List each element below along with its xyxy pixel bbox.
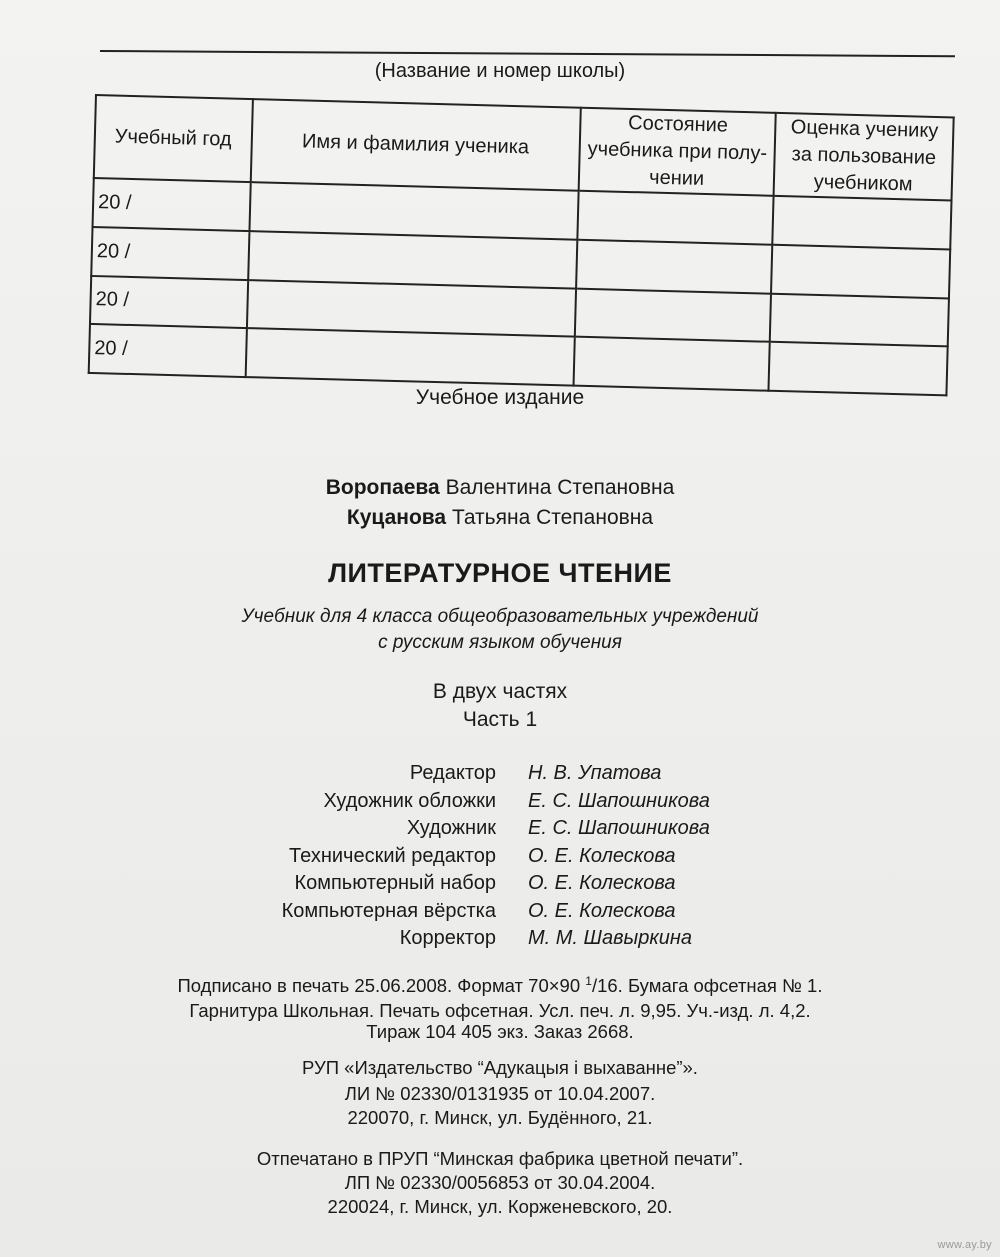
publisher-address: 220070, г. Минск, ул. Будённого, 21.: [347, 1107, 653, 1128]
credit-row: [0, 872, 1000, 900]
textbook-record-table: [88, 94, 955, 396]
condition-cell: [577, 191, 774, 245]
condition-cell: [576, 239, 773, 293]
credit-row: [0, 845, 1000, 873]
name-cell: [248, 231, 577, 288]
school-name-line: [100, 50, 955, 57]
name-cell: [247, 280, 576, 337]
part-number: Часть 1: [462, 708, 538, 731]
credit-role: Корректор: [399, 927, 496, 949]
signed-for-print: Подписано в печать 25.06.2008. Формат 70×90: [177, 975, 581, 996]
author-line: [0, 476, 1000, 500]
author-surname: Куцанова: [346, 506, 447, 529]
school-name-caption: (Название и номер школы): [374, 60, 626, 82]
book-subtitle: Учебник для 4 класса общеобразовательных учреждений: [241, 606, 759, 627]
author-given-names: Татьяна Степановна: [451, 506, 654, 529]
book-title: ЛИТЕРАТУРНОЕ ЧТЕНИЕ: [328, 558, 672, 588]
condition-cell: [575, 288, 772, 342]
printer-address: 220024, г. Минск, ул. Корженевского, 20.: [327, 1196, 673, 1217]
credit-name: О. Е. Колескова: [528, 844, 676, 867]
author-surname: Воропаева: [325, 476, 440, 499]
header-school-year: Учебный год: [94, 95, 253, 182]
name-cell: [249, 182, 578, 239]
publisher-name: РУП «Издательство “Адукацыя і выхаванне”».: [302, 1057, 698, 1078]
credit-name: О. Е. Колескова: [528, 872, 676, 894]
print-run-line: Тираж 104 405 экз. Заказ 2668.: [366, 1021, 634, 1042]
credits-list: [0, 762, 1000, 955]
format-fraction-numerator: 1: [585, 974, 592, 988]
grade-cell: [770, 293, 949, 346]
credit-role: Компьютерный набор: [294, 872, 496, 894]
print-specs-line: [0, 974, 1000, 997]
credit-role: Художник обложки: [323, 789, 496, 812]
credit-row: [0, 927, 1000, 955]
edition-type: Учебное издание: [415, 386, 585, 409]
grade-cell: [771, 245, 950, 298]
credit-name: Е. С. Шапошникова: [528, 789, 710, 812]
author-line: [0, 506, 1000, 530]
grade-cell: [773, 196, 952, 249]
credit-role: Технический редактор: [289, 844, 496, 867]
printer-name: Отпечатано в ПРУП “Минская фабрика цветной печати”.: [256, 1148, 744, 1169]
credit-role: Компьютерная вёрстка: [281, 899, 496, 922]
year-cell: 20 /: [90, 275, 248, 328]
printer-license: ЛП № 02330/0056853 от 30.04.2004.: [344, 1172, 656, 1193]
year-cell: 20 /: [93, 178, 251, 231]
credit-row: [0, 817, 1000, 845]
parts-count: В двух частях: [432, 680, 568, 703]
book-subtitle: с русским языком обучения: [378, 632, 622, 653]
credit-row: [0, 762, 1000, 790]
credit-name: О. Е. Колескова: [528, 899, 676, 922]
header-student-name: Имя и фамилия ученика: [250, 99, 580, 191]
year-cell: 20 /: [89, 324, 247, 377]
header-student-grade: Оценка ученику за пользование учебником: [774, 113, 954, 201]
name-cell: [245, 328, 574, 385]
year-cell: 20 /: [91, 227, 249, 280]
credit-name: Н. В. Упатова: [528, 762, 662, 784]
author-given-names: Валентина Степановна: [445, 476, 675, 499]
credit-row: [0, 900, 1000, 928]
header-book-condition: Состояние учебника при полу- чении: [578, 108, 776, 196]
credit-role: Редактор: [409, 762, 496, 784]
credit-name: Е. С. Шапошникова: [528, 817, 710, 839]
credit-name: М. М. Шавыркина: [528, 927, 693, 949]
watermark: www.ay.by: [937, 1239, 992, 1251]
typeface-line: Гарнитура Школьная. Печать офсетная. Усл. печ. л. 9,95. Уч.-изд. л. 4,2.: [189, 1000, 811, 1021]
paper-info: /16. Бумага офсетная № 1.: [591, 975, 823, 996]
publisher-license: ЛИ № 02330/0131935 от 10.04.2007.: [344, 1083, 656, 1104]
condition-cell: [573, 337, 770, 391]
credit-row: [0, 790, 1000, 818]
credit-role: Художник: [406, 817, 496, 839]
